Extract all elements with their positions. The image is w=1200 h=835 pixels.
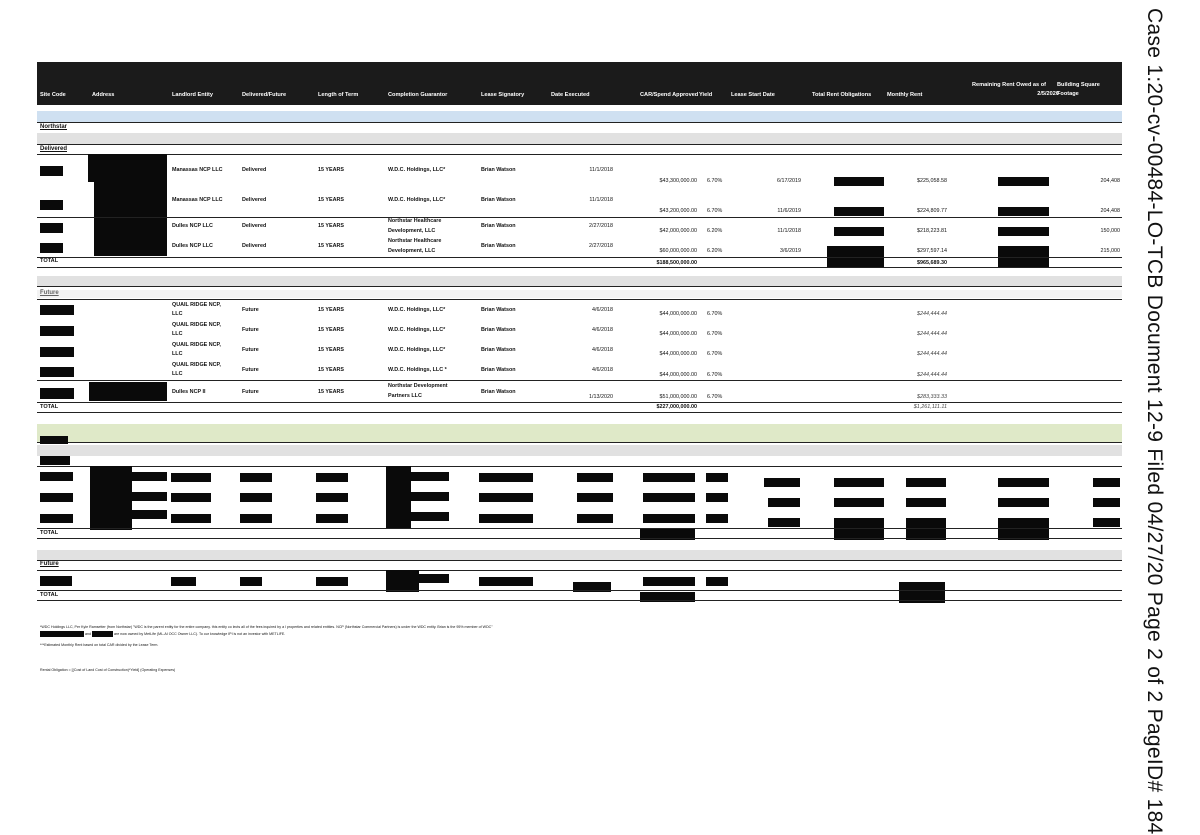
case-stamp: Case 1:20-cv-00484-LO-TCB Document 12-9 Filed 04/27/20 Page 2 of 2 PageID# 184 <box>1143 8 1166 835</box>
band-grey-northstar <box>37 133 1122 144</box>
section-northstar: Northstar <box>40 124 68 130</box>
section-delivered: Delivered <box>40 146 68 152</box>
header-completion-guarantor: Completion Guarantor <box>388 92 448 98</box>
header-monthly-rent: Monthly Rent <box>887 92 923 98</box>
header-lease-signatory: Lease Signatory <box>481 92 525 98</box>
header-yield: Yield <box>699 92 713 98</box>
header-date-executed: Date Executed <box>551 92 590 98</box>
band-green <box>37 424 1122 442</box>
header-site-code: Site Code <box>40 92 66 98</box>
band-blue-top <box>37 111 1122 122</box>
footnote-estimated-rent: ***Estimated Monthly Rent based on total CAR divided by the Lease Term. <box>40 643 159 647</box>
lease-spreadsheet: Site Code Address Landlord Entity Delivered/Future Length of Term Completion Guarantor Lease Signatory Date Executed CAR/Spend Approved Yield Lease Start Date Total Rent Obligations Monthly Rent Remaining Rent Owed as of 2/5/2020 Building Square Footage Northstar Delivered Manassas NCP LLC Delivered 15 YEARS W.D.C. Holdings, LLC* Brian Watson 11/1/2018 $43,300,000.00 6.70% 6/17/2019 $225,058.58 204,408 Manassas NCP LLC Delivered 15 YEARS W.D.C. Holdings, LLC* Brian Watson 11/1/2018 $43,200,000.00 6.70% 11/6/2019 $224,809.77 204,408 Dulles NCP LLC Delivered 15 YEARS Northstar Healthcare Development, LLC Brian Watson 2/27/2018 $42,000,000.00 6.20% 11/1/2018 $218,223.81 150,000 Dulles NCP LLC Delivered 15 YEARS Northstar Healthcare Development, LLC Brian Watson 2/27/2018 $60,000,000.00 6.20% 3/6/2019 $297,597.14 215,000 TOTAL $188,500,000.00 $965,689.30 Future QUAIL RIDGE NCP, LLC Future 15 YEARS W.D.C. Holdings, LLC* Brian Watson 4/6/2018 $44,000,000.00 6.70% $244,444.44 QUAIL RIDGE NCP, LLC Future 15 YEARS W.D.C. Holdings, LLC* Brian Watson 4/6/2018 $44,000,000.00 6.70% $244,444.44 QUAIL RIDGE NCP, LLC Future 15 YEARS W.D.C. Holdings, LLC* Brian Watson 4/6/2018 $44,000,000.00 6.70% $244,444.44 QUAIL RIDGE NCP, LLC Future 15 YEARS W.D.C. Holdings, LLC * Brian Watson 4/6/2018 $44,000,000.00 6.70% $244,444.44 Dulles NCP II Future 15 YEARS Northstar Development Partners LLC Brian Watson 1/13/2020 $51,000,000.00 6.70% $283,333.33 TOTAL $227,000,000.00 $1,261,111.11 TOTAL Future TOTAL <box>37 62 1122 602</box>
header-address: Address <box>92 92 115 98</box>
band-grey-pre-future <box>37 276 1122 286</box>
section-future-2: Future <box>40 561 59 567</box>
section-future: Future <box>40 290 59 296</box>
footnote-wdc: *WDC Holdings LLC, Per Kyle Ramsetter (from Northstar) "WDC is the parent entity for the entire company. this entity co lects all of the fees inquired by a l properties and related entities. NCP (Northstar Commercial Partners) is under the WDC entity. Brian is the 95% member of WDC" <box>40 625 493 629</box>
header-car-spend: CAR/Spend Approved <box>640 92 699 98</box>
header-delivered-future: Delivered/Future <box>242 92 287 98</box>
header-total-rent: Total Rent Obligations <box>812 92 872 98</box>
header-remaining-rent: Remaining Rent Owed as of 2/5/2020 <box>972 82 1059 97</box>
header-lease-start: Lease Start Date <box>731 92 775 98</box>
redacted-total-label: TOTAL <box>40 530 59 536</box>
header-building-sq: Building Square Footage <box>1057 82 1100 97</box>
footnote-metlife: are now owned by MetLife (ML-AI OCC Owner LLC). To our knowledge IPI is not an investor with METLIFE. <box>114 632 286 636</box>
redacted-future-total-label: TOTAL <box>40 592 59 598</box>
header-landlord-entity: Landlord Entity <box>172 92 214 98</box>
table-header <box>37 62 1122 105</box>
header-length-of-term: Length of Term <box>318 92 359 98</box>
footnote-rental-obligation: Rental Obligation = [(Cost of Land Cost of Construction)*Yield] (Operating Expenses) <box>40 668 176 672</box>
